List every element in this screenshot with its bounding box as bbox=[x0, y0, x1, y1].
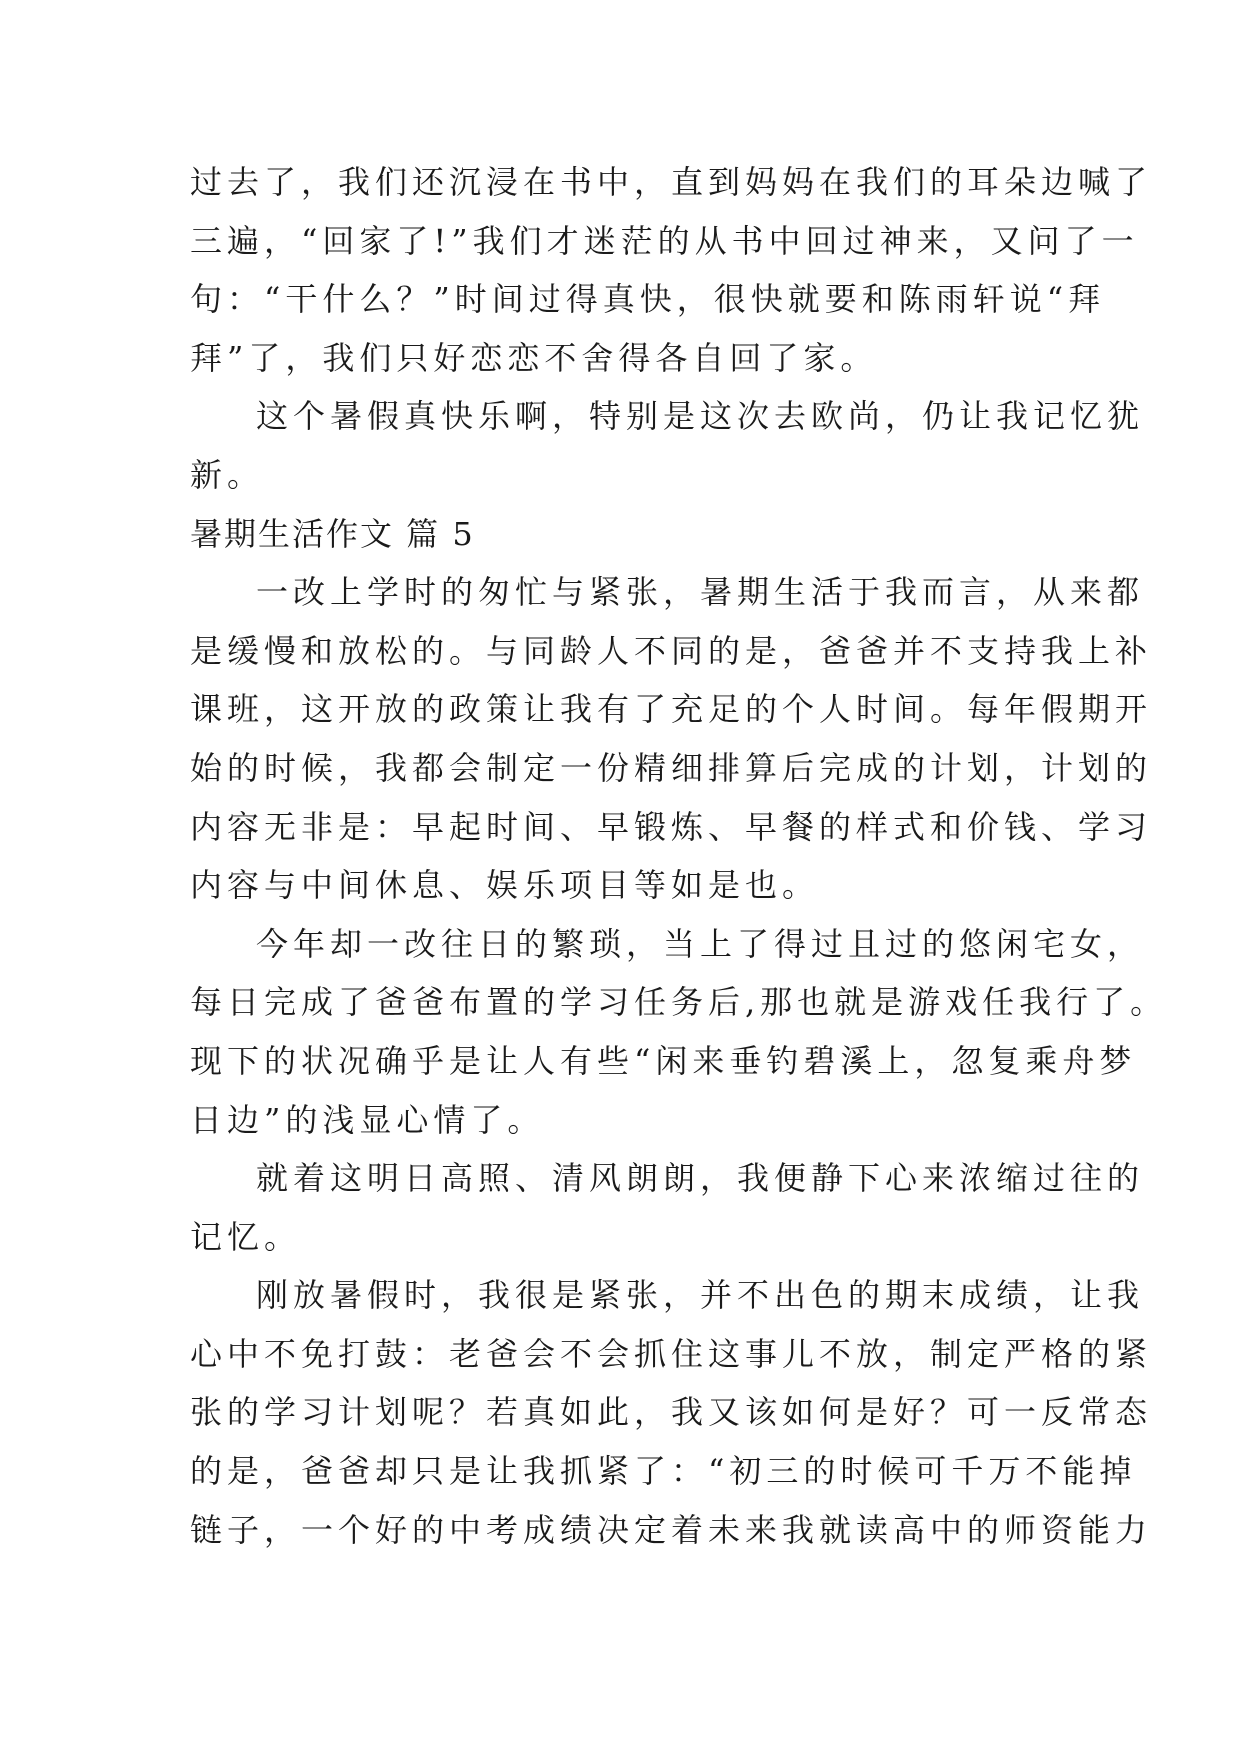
text-line: 拜”了，我们只好恋恋不舍得各自回了家。 bbox=[190, 338, 878, 377]
text-line: 就着这明日高照、清风朗朗，我便静下心来浓缩过往的 bbox=[256, 1159, 1145, 1198]
text-line: 三遍，“回家了!”我们才迷茫的从书中回过神来，又问了一 bbox=[190, 221, 1139, 260]
text-line: 链子，一个好的中考成绩决定着未来我就读高中的师资能力 bbox=[190, 1510, 1153, 1549]
text-line: 这个暑假真快乐啊，特别是这次去欧尚，仍让我记忆犹 bbox=[256, 397, 1145, 436]
text-line: 每日完成了爸爸布置的学习任务后,那也就是游戏任我行了。 bbox=[190, 983, 1168, 1022]
text-line: 是缓慢和放松的。与同龄人不同的是，爸爸并不支持我上补 bbox=[190, 631, 1153, 670]
text-line: 课班，这开放的政策让我有了充足的个人时间。每年假期开 bbox=[190, 690, 1153, 729]
text-line: 一改上学时的匆忙与紧张，暑期生活于我而言，从来都 bbox=[256, 573, 1145, 612]
text-line: 始的时候，我都会制定一份精细排算后完成的计划，计划的 bbox=[190, 748, 1153, 787]
text-line: 张的学习计划呢？若真如此，我又该如何是好？可一反常态 bbox=[190, 1393, 1153, 1432]
section-heading: 暑期生活作文 篇 5 bbox=[190, 514, 475, 553]
text-line: 日边”的浅显心情了。 bbox=[190, 1100, 545, 1139]
text-line: 现下的状况确乎是让人有些“闲来垂钓碧溪上，忽复乘舟梦 bbox=[190, 1041, 1137, 1080]
text-line: 过去了，我们还沉浸在书中，直到妈妈在我们的耳朵边喊了 bbox=[190, 163, 1153, 201]
text-line: 刚放暑假时，我很是紧张，并不出色的期末成绩，让我 bbox=[256, 1276, 1145, 1315]
text-line: 内容无非是：早起时间、早锻炼、早餐的样式和价钱、学习 bbox=[190, 807, 1153, 846]
text-line: 内容与中间休息、娱乐项目等如是也。 bbox=[190, 866, 820, 905]
text-line: 心中不免打鼓：老爸会不会抓住这事儿不放，制定严格的紧 bbox=[190, 1334, 1153, 1373]
text-line: 句：“干什么？”时间过得真快，很快就要和陈雨轩说“拜 bbox=[190, 280, 1106, 319]
text-line: 新。 bbox=[190, 455, 265, 494]
text-line: 的是，爸爸却只是让我抓紧了：“初三的时候可千万不能掉 bbox=[190, 1452, 1137, 1491]
text-line: 今年却一改往日的繁琐，当上了得过且过的悠闲宅女， bbox=[256, 924, 1145, 963]
document-body bbox=[190, 153, 1168, 1559]
text-line: 记忆。 bbox=[190, 1217, 302, 1256]
